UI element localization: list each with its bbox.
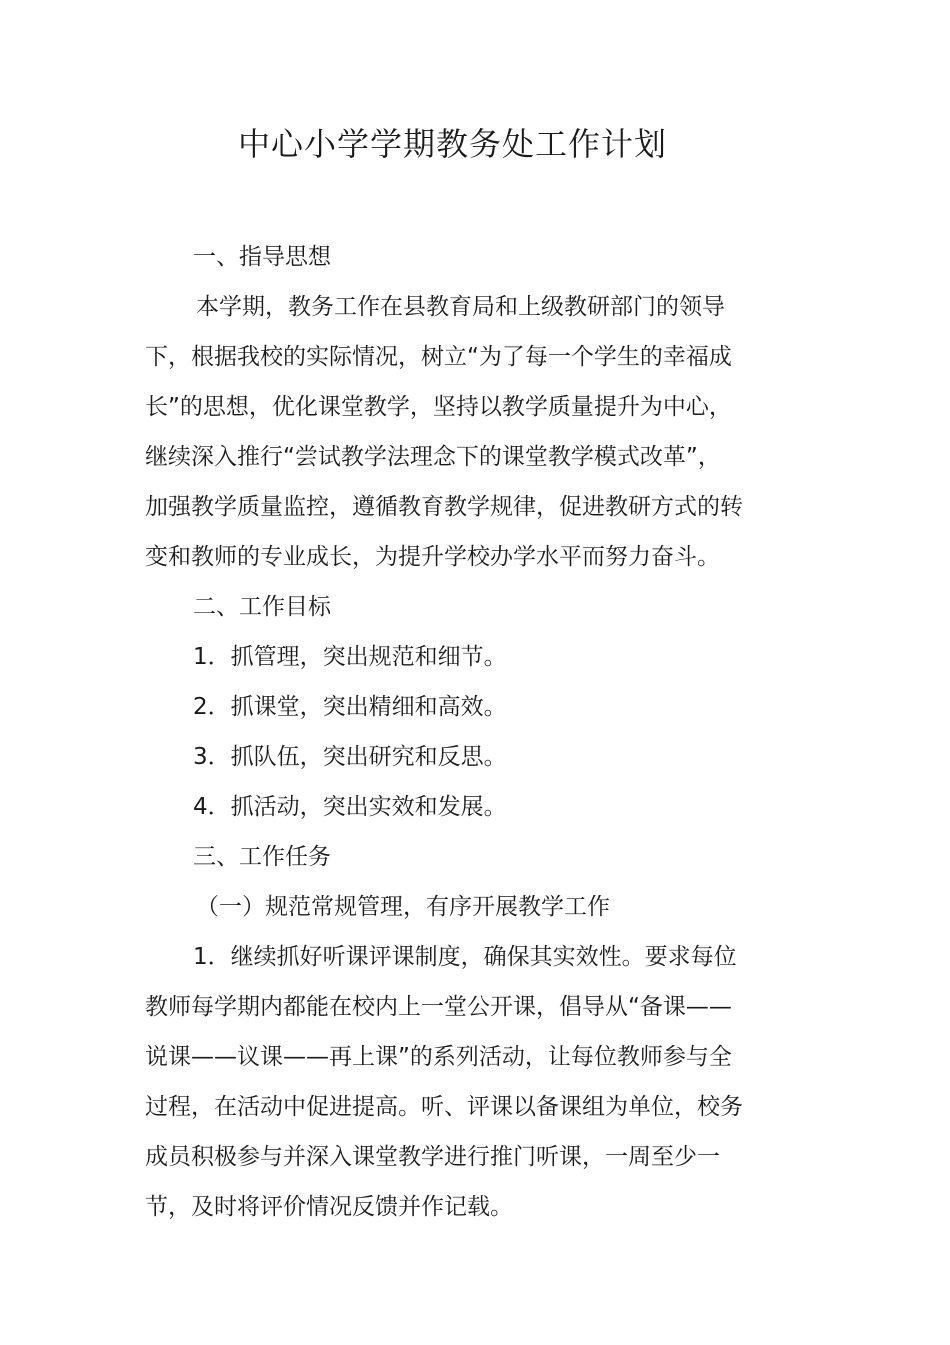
subsection-heading: （一）规范常规管理，有序开展教学工作 xyxy=(196,894,610,920)
paragraph-line: 成员积极参与并深入课堂教学进行推门听课，一周至少一 xyxy=(145,1144,720,1170)
paragraph-line: 长”的思想，优化课堂教学，坚持以教学质量提升为中心， xyxy=(145,394,732,420)
paragraph-line: 加强教学质量监控，遵循教育教学规律，促进教研方式的转 xyxy=(145,494,743,520)
paragraph-line: 节，及时将评价情况反馈并作记载。 xyxy=(145,1194,513,1220)
paragraph-line: 继续深入推行“尝试教学法理念下的课堂教学模式改革”， xyxy=(145,444,721,470)
section-heading-guiding-ideology: 一、指导思想 xyxy=(193,244,331,270)
paragraph-line: 下，根据我校的实际情况，树立“为了每一个学生的幸福成 xyxy=(145,344,732,370)
section-heading-work-tasks: 三、工作任务 xyxy=(193,844,331,870)
goal-item: 2．抓课堂，突出精细和高效。 xyxy=(193,694,507,720)
section-heading-work-goals: 二、工作目标 xyxy=(193,594,331,620)
paragraph-line: 1．继续抓好听课评课制度，确保其实效性。要求每位 xyxy=(193,944,737,970)
paragraph-line: 本学期，教务工作在县教育局和上级教研部门的领导 xyxy=(196,294,725,320)
paragraph-line: 说课——议课——再上课”的系列活动，让每位教师参与全 xyxy=(145,1044,732,1070)
goal-item: 3．抓队伍，突出研究和反思。 xyxy=(193,744,507,770)
paragraph-line: 过程，在活动中促进提高。听、评课以备课组为单位，校务 xyxy=(145,1094,743,1120)
goal-item: 4．抓活动，突出实效和发展。 xyxy=(193,794,507,820)
document-title: 中心小学学期教务处工作计划 xyxy=(237,125,667,163)
paragraph-line: 变和教师的专业成长，为提升学校办学水平而努力奋斗。 xyxy=(145,544,720,570)
goal-item: 1．抓管理，突出规范和细节。 xyxy=(193,644,507,670)
paragraph-line: 教师每学期内都能在校内上一堂公开课，倡导从“备课—— xyxy=(145,994,732,1020)
